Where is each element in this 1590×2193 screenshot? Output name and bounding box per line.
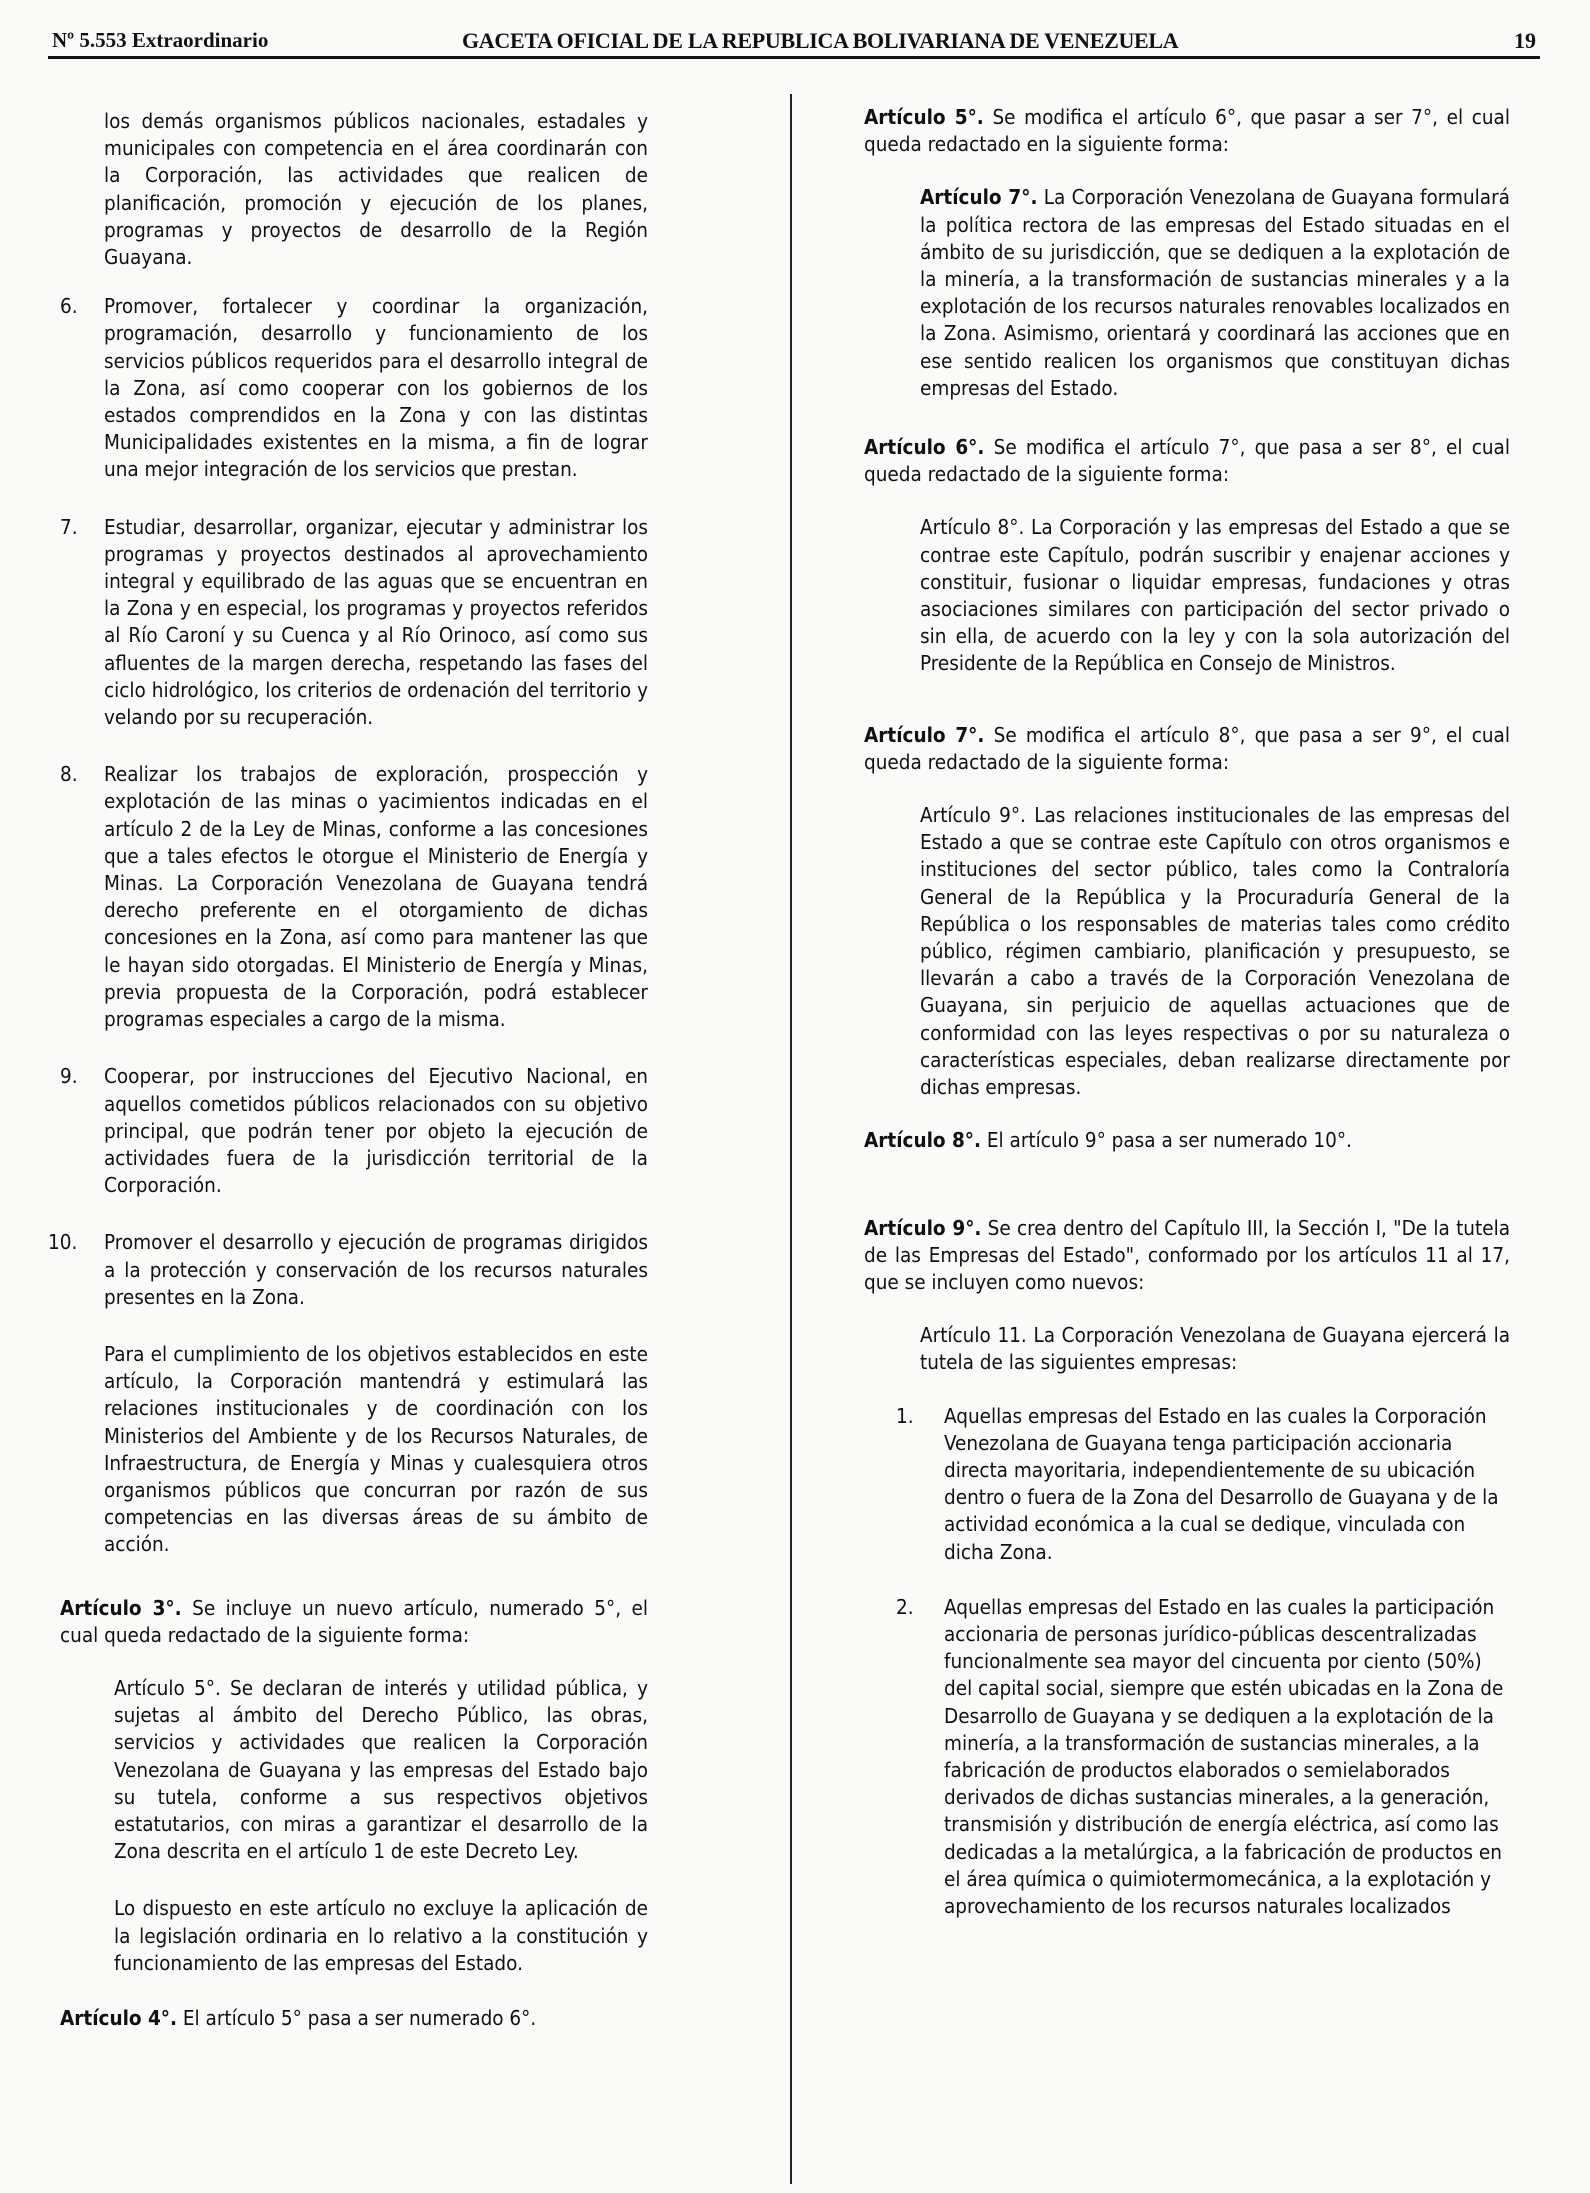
article-6-quote: Artículo 8°. La Corporación y las empresas del Estado a que se contrae este Capítulo, podrán suscribir y enajenar acciones y constituir, fusionar o liquidar empresas, fundaciones y otras asociaciones similares con participación del sector privado o sin ella, de acuerdo con la ley y con la sola autorización del Presidente de la República en Consejo de Ministros. — [920, 515, 1510, 676]
article-3-quote-2: Lo dispuesto en este artículo no excluye la aplicación de la legislación ordinaria en lo relativo a la constitución y funcionamiento de las empresas del Estado. — [114, 1896, 648, 1975]
sub-item-1 — [896, 1403, 1510, 1566]
article-5-quote — [920, 184, 1510, 402]
article-text: El artículo 5° pasa a ser numerado 6°. — [177, 2005, 537, 2030]
article-9-quote: Artículo 11. La Corporación Venezolana de Guayana ejercerá la tutela de las siguientes empresas: — [920, 1323, 1510, 1375]
article-5 — [864, 104, 1510, 158]
article-9 — [864, 1215, 1510, 1297]
page-header — [52, 26, 1536, 60]
item-text: Promover, fortalecer y coordinar la organización, programación, desarrollo y funcionamiento de los servicios públicos requeridos para el desarrollo integral de la Zona, así como cooperar con los gobiernos de los estados comprendidos en la Zona y con las distintas Municipalidades existentes en la misma, a fin de lograr una mejor integración de los servicios que prestan. — [104, 294, 648, 482]
list-item-7 — [60, 514, 648, 732]
article-label: Artículo 3°. — [60, 1595, 182, 1620]
article-3-quote-1: Artículo 5°. Se declaran de interés y utilidad pública, y sujetas al ámbito del Derecho Público, las obras, servicios y actividades que realicen la Corporación Venezolana de Guayana y las empresas del Estado bajo su tutela, conforme a sus respectivos objetivos estatutarios, con miras a garantizar el desarrollo de la Zona descrita en el artículo 1 de este Decreto Ley. — [114, 1675, 648, 1864]
quoted-article-text: La Corporación Venezolana de Guayana formulará la política rectora de las empresas del Estado situadas en el ámbito de su jurisdicción, que se dediquen a la explotación de la minería, a la transformación de sustancias minerales y a la explotación de los recursos naturales renovables localizados en la Zona. Asimismo, orientará y coordinará las acciones que en ese sentido realicen los organismos que constituyan dichas empresas del Estado. — [920, 185, 1510, 400]
item-text: Realizar los trabajos de exploración, prospección y explotación de las minas o yacimientos indicadas en el artículo 2 de la Ley de Minas, conforme a las concesiones que a tales efectos le otorgue el Ministerio de Energía y Minas. La Corporación Venezolana de Guayana tendrá derecho preferente en el otorgamiento de dichas concesiones en la Zona, así como para mantener las que le hayan sido otorgadas. El Ministerio de Energía y Minas, previa propuesta de la Corporación, podrá establecer programas especiales a cargo de la misma. — [104, 762, 648, 1032]
sub-item-text: Aquellas empresas del Estado en las cuales la participación accionaria de personas jurídico-públicas descentralizadas funcionalmente sea mayor del cincuenta por ciento (50%) del capital social, siempre que estén ubicadas en la Zona de Desarrollo de Guayana y se dediquen a la explotación de la minería, a la transformación de sustancias minerales, a la fabricación de productos elaborados o semielaborados derivados de dichas sustancias minerales, a la generación, transmisión y distribución de energía eléctrica, así como las dedicadas a la metalúrgica, a la fabricación de productos en el área química o quimiotermomecánica, a la explotación y aprovechamiento de los recursos naturales localizados — [944, 1594, 1504, 1918]
article-7-quote: Artículo 9°. Las relaciones institucionales de las empresas del Estado a que se contrae este Capítulo con otros organismos e instituciones del sector público, tales como la Contraloría General de la República y la Procuraduría General de la República o los responsables de materias tales como crédito público, régimen cambiario, planificación y presupuesto, se llevarán a cabo a través de la Corporación Venezolana de Guayana, sin perjuicio de aquellas actuaciones que de conformidad con las leyes respectivas o por su naturaleza o características especiales, deban realizarse directamente por dichas empresas. — [920, 803, 1510, 1100]
list-item-8 — [60, 761, 648, 1033]
article-label: Artículo 7°. — [864, 722, 985, 747]
item-number: 8. — [60, 762, 78, 787]
item-number: 10. — [48, 1230, 78, 1255]
article-6 — [864, 434, 1510, 488]
left-column — [48, 108, 648, 2058]
header-rule — [48, 56, 1540, 59]
quoted-article-label: Artículo 7°. — [920, 185, 1038, 210]
article-label: Artículo 5°. — [864, 105, 984, 129]
article-3 — [60, 1595, 648, 1649]
item-number: 6. — [60, 294, 78, 319]
article-text: Se modifica el artículo 6°, que pasar a ser 7°, el cual queda redactado en la siguiente forma: — [864, 105, 1510, 157]
sub-item-2 — [896, 1594, 1510, 1920]
article-label: Artículo 4°. — [60, 2005, 178, 2030]
article-label: Artículo 8°. — [864, 1128, 982, 1153]
sub-item-number: 1. — [896, 1403, 914, 1428]
item-text: Estudiar, desarrollar, organizar, ejecutar y administrar los programas y proyectos destinados al aprovechamiento integral y equilibrado de las aguas que se encuentran en la Zona y en especial, los programas y proyectos referidos al Río Caroní y su Cuenca y al Río Orinoco, así como sus afluentes de la margen derecha, respetando las fases del ciclo hidrológico, los criterios de ordenación del territorio y velando por su recuperación. — [104, 514, 648, 730]
closing-paragraph: Para el cumplimiento de los objetivos establecidos en este artículo, la Corporación mantendrá y estimulará las relaciones institucionales y de coordinación con los Ministerios del Ambiente y de los Recursos Naturales, de Infraestructura, de Energía y Minas y cualesquiera otros organismos públicos que concurran por razón de sus competencias en las diversas áreas de su ámbito de acción. — [104, 1341, 648, 1557]
sub-item-number: 2. — [896, 1594, 914, 1619]
article-text: Se incluye un nuevo artículo, numerado 5°, el cual queda redactado de la siguiente forma: — [60, 1595, 648, 1647]
item-number: 7. — [60, 514, 78, 539]
page-number: 19 — [1514, 28, 1536, 53]
article-text: Se crea dentro del Capítulo III, la Sección I, "De la tutela de las Empresas del Estado", conformado por los artículos 11 al 17, que se incluyen como nuevos: — [864, 1215, 1510, 1294]
list-item-6 — [60, 293, 648, 483]
list-item-10 — [48, 1229, 648, 1311]
article-label: Artículo 9°. — [864, 1215, 982, 1240]
article-8 — [864, 1127, 1510, 1154]
sub-item-text: Aquellas empresas del Estado en las cuales la Corporación Venezolana de Guayana tenga participación accionaria directa mayoritaria, independientemente de su ubicación dentro o fuera de la Zona del Desarrollo de Guayana y de la actividad económica a la cual se dedique, vinculada con dicha Zona. — [944, 1403, 1499, 1564]
article-4 — [60, 2005, 648, 2032]
article-text: Se modifica el artículo 7°, que pasa a ser 8°, el cual queda redactado de la siguiente forma: — [864, 435, 1510, 487]
article-7 — [864, 722, 1510, 776]
article-text: Se modifica el artículo 8°, que pasa a ser 9°, el cual queda redactado de la siguiente forma: — [864, 722, 1510, 774]
item-text: Promover el desarrollo y ejecución de programas dirigidos a la protección y conservación de los recursos naturales presentes en la Zona. — [104, 1230, 648, 1309]
item-text: Cooperar, por instrucciones del Ejecutivo Nacional, en aquellos cometidos públicos relacionados con su objetivo principal, que podrán tener por objeto la ejecución de actividades fuera de la jurisdicción territorial de la Corporación. — [104, 1064, 648, 1198]
item-number: 9. — [60, 1064, 78, 1089]
list-item-9 — [60, 1063, 648, 1199]
continuation-paragraph: los demás organismos públicos nacionales, estadales y municipales con competencia en el área coordinarán con la Corporación, las actividades que realicen de planificación, promoción y ejecución de los planes, programas y proyectos de desarrollo de la Región Guayana. — [104, 109, 648, 270]
issue-number: Nº 5.553 Extraordinario — [52, 28, 269, 52]
article-text: El artículo 9° pasa a ser numerado 10°. — [981, 1128, 1352, 1153]
right-column — [864, 104, 1510, 1920]
column-divider — [790, 94, 792, 2184]
article-label: Artículo 6°. — [864, 435, 985, 460]
gazette-title: GACETA OFICIAL DE LA REPUBLICA BOLIVARIANA DE VENEZUELA — [462, 28, 1179, 53]
